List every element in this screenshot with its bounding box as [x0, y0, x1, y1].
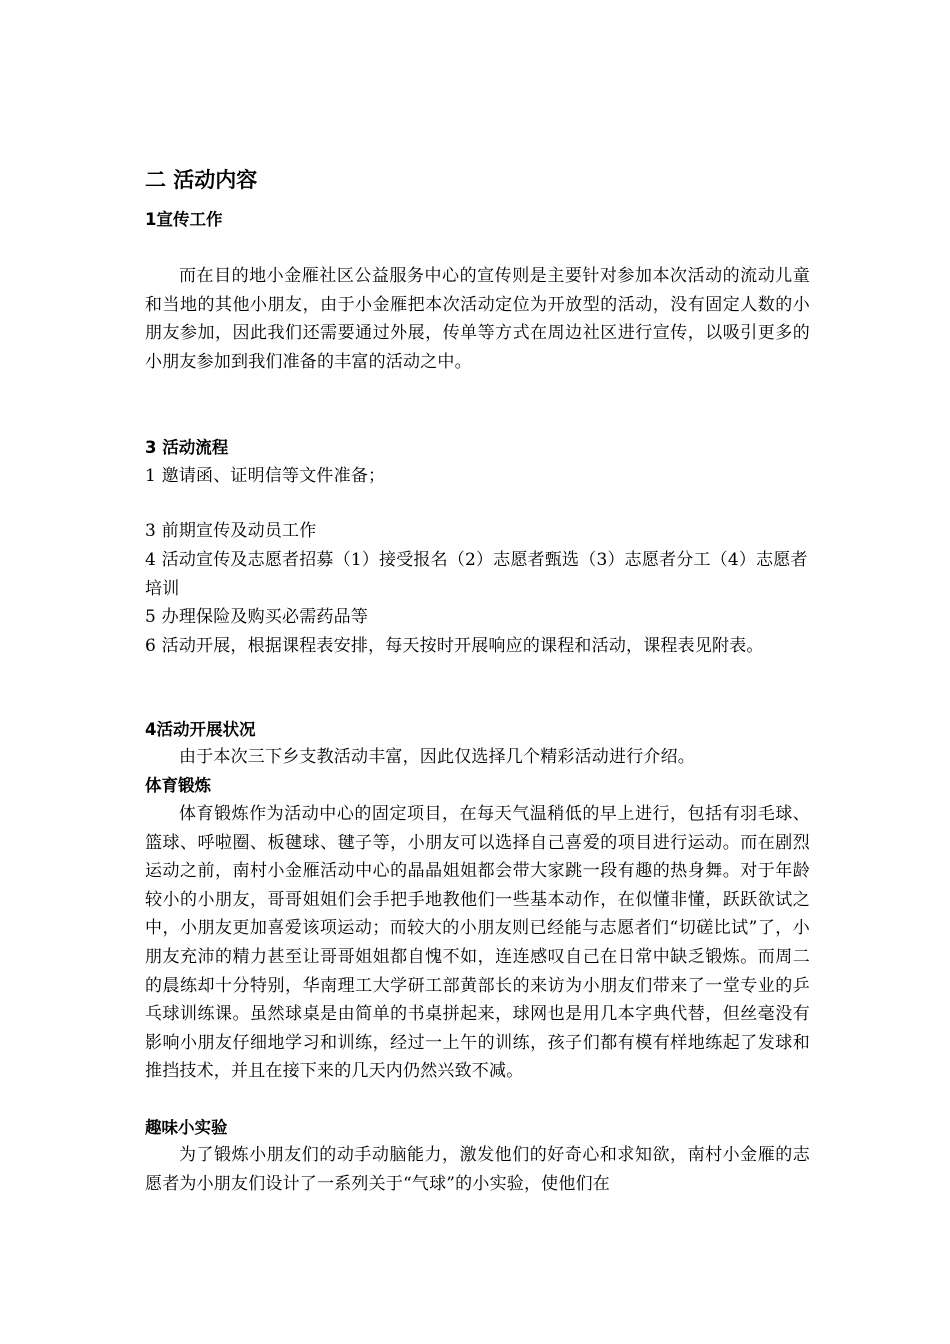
process-item-5: 5 办理保险及购买必需药品等 [145, 607, 369, 627]
experiment-paragraph: 为了锻炼小朋友们的动手动脑能力，激发他们的好奇心和求知欲，南村小金雁的志愿者为小朋友们设计了一系列关于“气球”的小实验，使他们在 [145, 1145, 810, 1194]
publicity-heading: 1宣传工作 [145, 210, 223, 229]
publicity-paragraph: 而在目的地小金雁社区公益服务中心的宣传则是主要针对参加本次活动的流动儿童和当地的其他小朋友，由于小金雁把本次活动定位为开放型的活动，没有固定人数的小朋友参加，因此我们还需要通过外展，传单等方式在周边社区进行宣传，以吸引更多的小朋友参加到我们准备的丰富的活动之中。 [145, 266, 810, 372]
experiment-heading: 趣味小实验 [145, 1118, 228, 1137]
process-item-1: 1 邀请函、证明信等文件准备； [145, 466, 386, 486]
process-heading: 3 活动流程 [145, 438, 229, 457]
status-intro: 由于本次三下乡支教活动丰富，因此仅选择几个精彩活动进行介绍。 [179, 747, 695, 767]
process-item-6: 6 活动开展，根据课程表安排，每天按时开展响应的课程和活动，课程表见附表。 [145, 636, 764, 656]
section-title: 二 活动内容 [145, 168, 258, 192]
sports-paragraph: 体育锻炼作为活动中心的固定项目，在每天气温稍低的早上进行，包括有羽毛球、篮球、呼啦圈、板毽球、毽子等，小朋友可以选择自己喜爱的项目进行运动。而在剧烈运动之前，南村小金雁活动中心的晶晶姐姐都会带大家跳一段有趣的热身舞。对于年龄较小的小朋友，哥哥姐姐们会手把手地教他们一些基本动作，在似懂非懂，跃跃欲试之中，小朋友更加喜爱该项运动；而较大的小朋友则已经能与志愿者们“切磋比试”了，小朋友充沛的精力甚至让哥哥姐姐都自愧不如，连连感叹自己在日常中缺乏锻炼。而周二的晨练却十分特别，华南理工大学研工部黄部长的来访为小朋友们带来了一堂专业的乒乓球训练课。虽然球桌是由简单的书桌拼起来，球网也是用几本字典代替，但丝毫没有影响小朋友仔细地学习和训练，经过一上午的训练，孩子们都有模有样地练起了发球和推挡技术，并且在接下来的几天内仍然兴致不减。 [145, 804, 810, 1082]
process-item-3: 3 前期宣传及动员工作 [145, 521, 317, 541]
sports-heading: 体育锻炼 [145, 776, 211, 795]
status-heading: 4活动开展状况 [145, 720, 256, 739]
process-item-4: 4 活动宣传及志愿者招募（1）接受报名（2）志愿者甄选（3）志愿者分工（4）志愿者培训 [145, 550, 808, 599]
